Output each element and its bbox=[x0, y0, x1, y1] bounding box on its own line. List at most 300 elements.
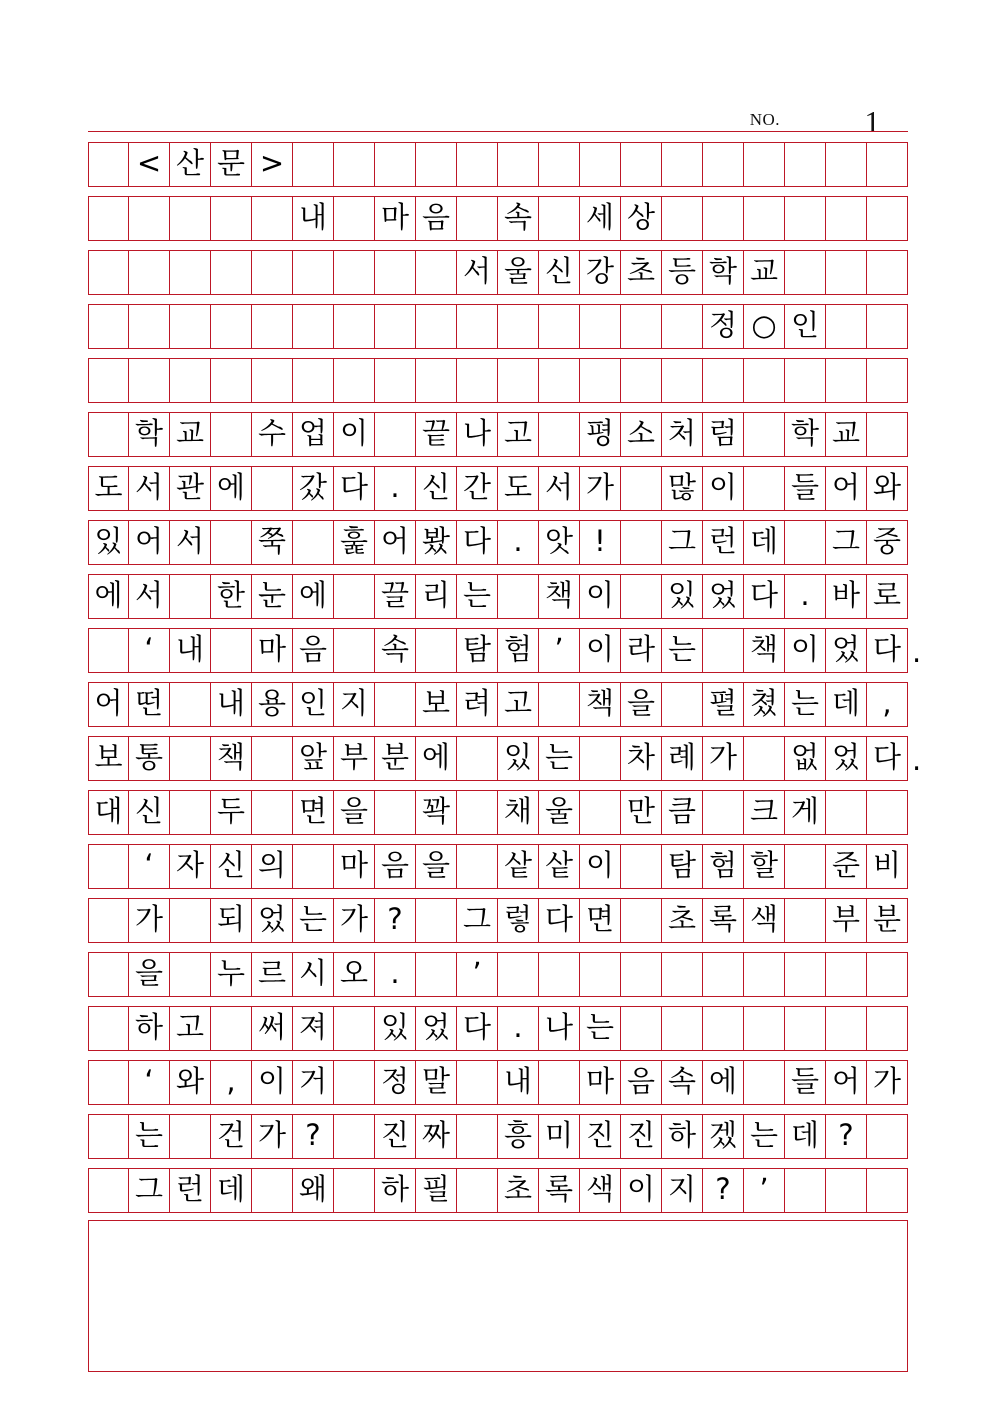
grid-cell[interactable]: 쳤 bbox=[744, 683, 785, 726]
grid-cell[interactable] bbox=[867, 1007, 908, 1050]
grid-cell[interactable] bbox=[416, 305, 457, 348]
grid-cell[interactable] bbox=[88, 359, 129, 402]
grid-cell[interactable]: 게 bbox=[785, 791, 826, 834]
grid-cell[interactable]: 례 bbox=[662, 737, 703, 780]
grid-cell[interactable]: 수 bbox=[252, 413, 293, 456]
grid-cell[interactable]: 가 bbox=[703, 737, 744, 780]
grid-cell[interactable]: 런 bbox=[170, 1169, 211, 1212]
grid-cell[interactable] bbox=[498, 359, 539, 402]
grid-cell[interactable]: ? bbox=[826, 1115, 867, 1158]
grid-cell[interactable] bbox=[170, 251, 211, 294]
grid-cell[interactable] bbox=[334, 1007, 375, 1050]
grid-cell[interactable]: 이 bbox=[703, 467, 744, 510]
grid-cell[interactable]: 색 bbox=[580, 1169, 621, 1212]
grid-cell[interactable] bbox=[621, 305, 662, 348]
grid-cell[interactable]: 어 bbox=[826, 467, 867, 510]
grid-cell[interactable]: 펼 bbox=[703, 683, 744, 726]
grid-cell[interactable]: 정 bbox=[703, 305, 744, 348]
grid-cell[interactable]: 업 bbox=[293, 413, 334, 456]
grid-cell[interactable]: 써 bbox=[252, 1007, 293, 1050]
grid-cell[interactable]: 평 bbox=[580, 413, 621, 456]
grid-cell[interactable] bbox=[744, 1007, 785, 1050]
grid-cell[interactable]: 앗 bbox=[539, 521, 580, 564]
grid-cell[interactable]: ○ bbox=[744, 305, 785, 348]
grid-cell[interactable]: ’ bbox=[744, 1169, 785, 1212]
grid-cell[interactable] bbox=[867, 953, 908, 996]
grid-cell[interactable]: 에 bbox=[88, 575, 129, 618]
grid-cell[interactable]: 분 bbox=[375, 737, 416, 780]
grid-cell[interactable]: 에 bbox=[703, 1061, 744, 1104]
grid-cell[interactable]: 학 bbox=[703, 251, 744, 294]
grid-cell[interactable]: 바 bbox=[826, 575, 867, 618]
grid-cell[interactable] bbox=[88, 143, 129, 186]
grid-cell[interactable] bbox=[129, 359, 170, 402]
grid-cell[interactable] bbox=[785, 197, 826, 240]
grid-cell[interactable]: 산 bbox=[170, 143, 211, 186]
grid-cell[interactable] bbox=[334, 1169, 375, 1212]
grid-cell[interactable] bbox=[826, 143, 867, 186]
grid-cell[interactable]: 인 bbox=[785, 305, 826, 348]
grid-cell[interactable] bbox=[744, 143, 785, 186]
grid-cell[interactable]: 에 bbox=[211, 467, 252, 510]
grid-cell[interactable]: 보 bbox=[416, 683, 457, 726]
grid-cell[interactable] bbox=[170, 575, 211, 618]
grid-cell[interactable] bbox=[170, 359, 211, 402]
grid-cell[interactable] bbox=[703, 359, 744, 402]
grid-cell[interactable]: 시 bbox=[293, 953, 334, 996]
grid-cell[interactable] bbox=[334, 143, 375, 186]
grid-cell[interactable]: 탐 bbox=[457, 629, 498, 672]
grid-cell[interactable]: 학 bbox=[129, 413, 170, 456]
grid-cell[interactable]: 마 bbox=[334, 845, 375, 888]
grid-cell[interactable] bbox=[334, 1061, 375, 1104]
grid-cell[interactable] bbox=[744, 467, 785, 510]
grid-cell[interactable] bbox=[88, 1007, 129, 1050]
row-body-7[interactable] bbox=[88, 736, 922, 781]
row-body-3[interactable] bbox=[88, 520, 908, 565]
row-body-1[interactable] bbox=[88, 412, 908, 457]
grid-cell[interactable] bbox=[662, 1007, 703, 1050]
grid-cell[interactable] bbox=[211, 197, 252, 240]
grid-cell[interactable] bbox=[867, 1169, 908, 1212]
row-body-2[interactable] bbox=[88, 466, 908, 511]
grid-cell[interactable] bbox=[867, 791, 908, 834]
grid-cell[interactable]: 이 bbox=[580, 845, 621, 888]
grid-cell[interactable] bbox=[170, 899, 211, 942]
grid-cell[interactable] bbox=[826, 791, 867, 834]
grid-cell[interactable]: ? bbox=[703, 1169, 744, 1212]
grid-cell[interactable] bbox=[88, 953, 129, 996]
grid-cell[interactable]: 탐 bbox=[662, 845, 703, 888]
grid-cell[interactable]: ‘ bbox=[129, 629, 170, 672]
grid-cell[interactable] bbox=[293, 845, 334, 888]
grid-cell[interactable]: 할 bbox=[744, 845, 785, 888]
grid-cell[interactable] bbox=[334, 197, 375, 240]
grid-cell[interactable] bbox=[580, 791, 621, 834]
grid-cell[interactable]: 초 bbox=[498, 1169, 539, 1212]
grid-cell[interactable]: 마 bbox=[580, 1061, 621, 1104]
grid-cell[interactable]: 럼 bbox=[703, 413, 744, 456]
grid-cell[interactable]: 내 bbox=[170, 629, 211, 672]
grid-cell[interactable]: 세 bbox=[580, 197, 621, 240]
grid-cell[interactable]: 런 bbox=[703, 521, 744, 564]
grid-cell[interactable] bbox=[744, 413, 785, 456]
grid-cell[interactable] bbox=[252, 197, 293, 240]
grid-cell[interactable]: 도 bbox=[498, 467, 539, 510]
grid-cell[interactable] bbox=[621, 1007, 662, 1050]
grid-cell[interactable] bbox=[539, 305, 580, 348]
grid-cell[interactable]: 초 bbox=[621, 251, 662, 294]
grid-cell[interactable] bbox=[580, 737, 621, 780]
row-body-14[interactable] bbox=[88, 1114, 908, 1159]
row-body-9[interactable] bbox=[88, 844, 908, 889]
grid-cell[interactable]: 는 bbox=[293, 899, 334, 942]
grid-cell[interactable]: 처 bbox=[662, 413, 703, 456]
grid-cell[interactable]: ? bbox=[293, 1115, 334, 1158]
grid-cell[interactable]: 크 bbox=[744, 791, 785, 834]
grid-cell[interactable] bbox=[416, 953, 457, 996]
grid-cell[interactable] bbox=[211, 521, 252, 564]
grid-cell[interactable]: 떤 bbox=[129, 683, 170, 726]
grid-cell[interactable]: 가 bbox=[334, 899, 375, 942]
grid-cell[interactable] bbox=[539, 143, 580, 186]
grid-cell[interactable]: 는 bbox=[662, 629, 703, 672]
row-author[interactable] bbox=[88, 304, 908, 349]
grid-cell[interactable]: , bbox=[211, 1061, 252, 1104]
grid-cell[interactable]: 그 bbox=[662, 521, 703, 564]
grid-cell[interactable]: 하 bbox=[375, 1169, 416, 1212]
grid-cell[interactable]: 다 bbox=[334, 467, 375, 510]
grid-cell[interactable]: , bbox=[867, 683, 908, 726]
grid-cell[interactable]: 봤 bbox=[416, 521, 457, 564]
grid-cell[interactable]: 지 bbox=[334, 683, 375, 726]
grid-cell[interactable]: 신 bbox=[416, 467, 457, 510]
grid-cell[interactable]: ‘ bbox=[129, 845, 170, 888]
grid-cell[interactable] bbox=[170, 791, 211, 834]
grid-cell[interactable] bbox=[457, 791, 498, 834]
grid-cell[interactable]: 자 bbox=[170, 845, 211, 888]
grid-cell[interactable] bbox=[88, 629, 129, 672]
grid-cell[interactable]: 고 bbox=[498, 413, 539, 456]
grid-cell[interactable]: 이 bbox=[580, 629, 621, 672]
grid-cell[interactable] bbox=[129, 251, 170, 294]
grid-cell[interactable] bbox=[826, 953, 867, 996]
grid-cell[interactable]: 가 bbox=[580, 467, 621, 510]
grid-cell[interactable]: 나 bbox=[457, 413, 498, 456]
grid-cell[interactable] bbox=[744, 953, 785, 996]
grid-cell[interactable]: 음 bbox=[621, 1061, 662, 1104]
grid-cell[interactable]: 는 bbox=[785, 683, 826, 726]
grid-cell[interactable] bbox=[334, 359, 375, 402]
grid-cell[interactable] bbox=[703, 1007, 744, 1050]
grid-cell[interactable] bbox=[826, 197, 867, 240]
grid-cell[interactable]: 가 bbox=[129, 899, 170, 942]
grid-cell[interactable]: 초 bbox=[662, 899, 703, 942]
grid-cell[interactable]: 도 bbox=[88, 467, 129, 510]
grid-cell[interactable]: 서 bbox=[539, 467, 580, 510]
grid-cell[interactable]: 있 bbox=[88, 521, 129, 564]
grid-cell[interactable] bbox=[129, 305, 170, 348]
grid-cell[interactable]: 마 bbox=[252, 629, 293, 672]
grid-cell[interactable]: 라 bbox=[621, 629, 662, 672]
row-genre-tag[interactable] bbox=[88, 142, 908, 187]
grid-cell[interactable]: 이 bbox=[785, 629, 826, 672]
grid-cell[interactable]: 등 bbox=[662, 251, 703, 294]
grid-cell[interactable] bbox=[867, 305, 908, 348]
grid-cell[interactable]: 로 bbox=[867, 575, 908, 618]
row-body-5[interactable] bbox=[88, 628, 922, 673]
row-title[interactable] bbox=[88, 196, 908, 241]
grid-cell[interactable]: 다 bbox=[867, 737, 908, 780]
grid-cell[interactable]: 짜 bbox=[416, 1115, 457, 1158]
grid-cell[interactable]: . bbox=[498, 1007, 539, 1050]
grid-cell[interactable]: 분 bbox=[867, 899, 908, 942]
grid-cell[interactable] bbox=[662, 197, 703, 240]
grid-cell[interactable] bbox=[252, 737, 293, 780]
grid-cell[interactable] bbox=[293, 359, 334, 402]
grid-cell[interactable]: 왜 bbox=[293, 1169, 334, 1212]
grid-cell[interactable] bbox=[334, 575, 375, 618]
grid-cell[interactable]: 갔 bbox=[293, 467, 334, 510]
grid-cell[interactable] bbox=[170, 1115, 211, 1158]
grid-cell[interactable]: 리 bbox=[416, 575, 457, 618]
grid-cell[interactable]: ? bbox=[375, 899, 416, 942]
grid-cell[interactable]: 책 bbox=[580, 683, 621, 726]
grid-cell[interactable] bbox=[539, 359, 580, 402]
grid-cell[interactable]: . bbox=[785, 575, 826, 618]
grid-cell[interactable]: 이 bbox=[580, 575, 621, 618]
grid-cell[interactable]: 말 bbox=[416, 1061, 457, 1104]
grid-cell[interactable] bbox=[457, 845, 498, 888]
grid-cell[interactable] bbox=[785, 953, 826, 996]
grid-cell[interactable] bbox=[457, 143, 498, 186]
grid-cell[interactable]: 데 bbox=[211, 1169, 252, 1212]
grid-cell[interactable]: 데 bbox=[744, 521, 785, 564]
grid-cell[interactable] bbox=[416, 143, 457, 186]
grid-cell[interactable]: 신 bbox=[129, 791, 170, 834]
grid-cell[interactable] bbox=[416, 251, 457, 294]
grid-cell[interactable]: 들 bbox=[785, 1061, 826, 1104]
grid-cell[interactable] bbox=[170, 683, 211, 726]
grid-cell[interactable]: 앞 bbox=[293, 737, 334, 780]
grid-cell[interactable]: ! bbox=[580, 521, 621, 564]
grid-cell[interactable]: 보 bbox=[88, 737, 129, 780]
grid-cell[interactable] bbox=[662, 953, 703, 996]
grid-cell[interactable] bbox=[867, 251, 908, 294]
grid-cell[interactable] bbox=[375, 143, 416, 186]
grid-cell[interactable] bbox=[252, 791, 293, 834]
grid-cell[interactable]: 진 bbox=[621, 1115, 662, 1158]
grid-cell[interactable] bbox=[826, 1169, 867, 1212]
grid-cell[interactable] bbox=[539, 197, 580, 240]
grid-cell[interactable]: . bbox=[498, 521, 539, 564]
grid-cell[interactable]: 비 bbox=[867, 845, 908, 888]
grid-cell[interactable] bbox=[621, 467, 662, 510]
grid-cell[interactable]: 되 bbox=[211, 899, 252, 942]
grid-cell[interactable]: 끝 bbox=[416, 413, 457, 456]
grid-cell[interactable]: 져 bbox=[293, 1007, 334, 1050]
grid-cell[interactable]: 교 bbox=[826, 413, 867, 456]
grid-cell[interactable] bbox=[252, 1169, 293, 1212]
grid-cell[interactable] bbox=[170, 737, 211, 780]
grid-cell[interactable]: 다 bbox=[744, 575, 785, 618]
grid-cell[interactable]: 강 bbox=[580, 251, 621, 294]
grid-cell[interactable]: 려 bbox=[457, 683, 498, 726]
grid-cell[interactable]: 음 bbox=[293, 629, 334, 672]
grid-cell[interactable]: 색 bbox=[744, 899, 785, 942]
grid-cell[interactable]: 울 bbox=[539, 791, 580, 834]
grid-cell[interactable] bbox=[252, 305, 293, 348]
grid-cell[interactable]: 내 bbox=[211, 683, 252, 726]
grid-cell[interactable]: 쭉 bbox=[252, 521, 293, 564]
grid-cell[interactable]: 흥 bbox=[498, 1115, 539, 1158]
grid-cell[interactable] bbox=[375, 251, 416, 294]
grid-cell[interactable] bbox=[785, 1169, 826, 1212]
grid-cell[interactable] bbox=[375, 305, 416, 348]
grid-cell[interactable]: 속 bbox=[498, 197, 539, 240]
grid-cell[interactable]: 그 bbox=[826, 521, 867, 564]
grid-cell[interactable]: 와 bbox=[867, 467, 908, 510]
row-blank-1[interactable] bbox=[88, 358, 908, 403]
grid-cell[interactable]: 누 bbox=[211, 953, 252, 996]
grid-cell[interactable]: 있 bbox=[662, 575, 703, 618]
grid-cell[interactable]: 책 bbox=[211, 737, 252, 780]
grid-cell[interactable]: 학 bbox=[785, 413, 826, 456]
grid-cell[interactable]: 중 bbox=[867, 521, 908, 564]
grid-cell[interactable] bbox=[826, 305, 867, 348]
grid-cell[interactable]: 록 bbox=[703, 899, 744, 942]
grid-cell[interactable] bbox=[785, 521, 826, 564]
grid-cell[interactable]: 그 bbox=[457, 899, 498, 942]
grid-cell[interactable] bbox=[539, 953, 580, 996]
grid-cell[interactable] bbox=[826, 251, 867, 294]
grid-cell[interactable] bbox=[867, 359, 908, 402]
grid-cell[interactable]: 어 bbox=[129, 521, 170, 564]
grid-cell[interactable]: 내 bbox=[293, 197, 334, 240]
grid-cell[interactable] bbox=[334, 305, 375, 348]
grid-cell[interactable] bbox=[375, 683, 416, 726]
grid-cell[interactable] bbox=[88, 413, 129, 456]
grid-cell[interactable] bbox=[539, 1061, 580, 1104]
grid-cell[interactable]: 끌 bbox=[375, 575, 416, 618]
grid-cell[interactable] bbox=[88, 1169, 129, 1212]
grid-cell[interactable] bbox=[211, 629, 252, 672]
grid-cell[interactable]: 음 bbox=[375, 845, 416, 888]
grid-cell[interactable]: 지 bbox=[662, 1169, 703, 1212]
grid-cell[interactable]: 어 bbox=[826, 1061, 867, 1104]
grid-cell[interactable] bbox=[744, 197, 785, 240]
grid-cell[interactable] bbox=[539, 683, 580, 726]
grid-cell[interactable] bbox=[703, 629, 744, 672]
grid-cell[interactable]: 두 bbox=[211, 791, 252, 834]
grid-cell[interactable]: 내 bbox=[498, 1061, 539, 1104]
grid-cell[interactable] bbox=[375, 413, 416, 456]
grid-cell[interactable]: . bbox=[375, 953, 416, 996]
grid-cell[interactable]: 었 bbox=[416, 1007, 457, 1050]
grid-cell[interactable] bbox=[826, 1007, 867, 1050]
grid-cell[interactable]: 음 bbox=[416, 197, 457, 240]
grid-cell[interactable]: 미 bbox=[539, 1115, 580, 1158]
grid-cell[interactable]: 부 bbox=[334, 737, 375, 780]
grid-cell[interactable] bbox=[703, 791, 744, 834]
grid-cell[interactable]: 진 bbox=[375, 1115, 416, 1158]
grid-cell[interactable]: 르 bbox=[252, 953, 293, 996]
grid-cell[interactable] bbox=[621, 575, 662, 618]
grid-cell[interactable]: 용 bbox=[252, 683, 293, 726]
grid-cell[interactable]: 속 bbox=[375, 629, 416, 672]
grid-cell[interactable]: 소 bbox=[621, 413, 662, 456]
grid-cell[interactable]: 데 bbox=[826, 683, 867, 726]
grid-cell[interactable] bbox=[744, 1061, 785, 1104]
grid-cell[interactable]: > bbox=[252, 143, 293, 186]
row-body-10[interactable] bbox=[88, 898, 908, 943]
grid-cell[interactable]: 을 bbox=[129, 953, 170, 996]
grid-cell[interactable] bbox=[334, 629, 375, 672]
grid-cell[interactable]: 채 bbox=[498, 791, 539, 834]
grid-cell[interactable]: 고 bbox=[170, 1007, 211, 1050]
grid-cell[interactable] bbox=[416, 359, 457, 402]
grid-cell[interactable]: 책 bbox=[744, 629, 785, 672]
grid-cell[interactable]: 험 bbox=[703, 845, 744, 888]
grid-cell[interactable]: 인 bbox=[293, 683, 334, 726]
grid-cell[interactable] bbox=[785, 899, 826, 942]
grid-cell[interactable]: 었 bbox=[252, 899, 293, 942]
grid-cell[interactable]: 가 bbox=[867, 1061, 908, 1104]
grid-cell[interactable]: 었 bbox=[826, 737, 867, 780]
grid-cell[interactable] bbox=[662, 143, 703, 186]
grid-cell[interactable]: 교 bbox=[170, 413, 211, 456]
grid-cell[interactable] bbox=[88, 845, 129, 888]
grid-cell[interactable] bbox=[416, 899, 457, 942]
grid-cell[interactable] bbox=[416, 629, 457, 672]
grid-cell[interactable]: 에 bbox=[416, 737, 457, 780]
grid-cell[interactable]: 험 bbox=[498, 629, 539, 672]
grid-cell[interactable] bbox=[293, 305, 334, 348]
grid-cell[interactable]: 와 bbox=[170, 1061, 211, 1104]
grid-cell[interactable]: 고 bbox=[498, 683, 539, 726]
grid-cell[interactable] bbox=[88, 305, 129, 348]
grid-cell[interactable]: 는 bbox=[744, 1115, 785, 1158]
grid-cell[interactable] bbox=[88, 251, 129, 294]
grid-cell[interactable] bbox=[375, 359, 416, 402]
grid-cell[interactable] bbox=[580, 953, 621, 996]
grid-cell[interactable]: 샅 bbox=[539, 845, 580, 888]
row-school[interactable] bbox=[88, 250, 908, 295]
grid-cell[interactable] bbox=[785, 359, 826, 402]
grid-cell[interactable] bbox=[867, 143, 908, 186]
grid-cell[interactable]: 이 bbox=[252, 1061, 293, 1104]
row-body-4[interactable] bbox=[88, 574, 908, 619]
grid-cell[interactable]: 꽉 bbox=[416, 791, 457, 834]
grid-cell[interactable] bbox=[293, 251, 334, 294]
grid-cell[interactable]: 부 bbox=[826, 899, 867, 942]
grid-cell[interactable] bbox=[129, 197, 170, 240]
grid-cell[interactable]: 대 bbox=[88, 791, 129, 834]
row-body-13[interactable] bbox=[88, 1060, 908, 1105]
grid-cell[interactable]: 는 bbox=[539, 737, 580, 780]
grid-cell[interactable] bbox=[170, 953, 211, 996]
grid-cell[interactable]: 어 bbox=[88, 683, 129, 726]
grid-cell[interactable] bbox=[703, 953, 744, 996]
blank-writing-panel[interactable] bbox=[88, 1220, 908, 1372]
grid-cell[interactable]: 차 bbox=[621, 737, 662, 780]
grid-cell[interactable]: 하 bbox=[662, 1115, 703, 1158]
grid-cell[interactable] bbox=[580, 305, 621, 348]
grid-cell[interactable] bbox=[621, 521, 662, 564]
grid-cell[interactable]: 건 bbox=[211, 1115, 252, 1158]
grid-cell[interactable]: 있 bbox=[498, 737, 539, 780]
grid-cell[interactable]: ‘ bbox=[129, 1061, 170, 1104]
